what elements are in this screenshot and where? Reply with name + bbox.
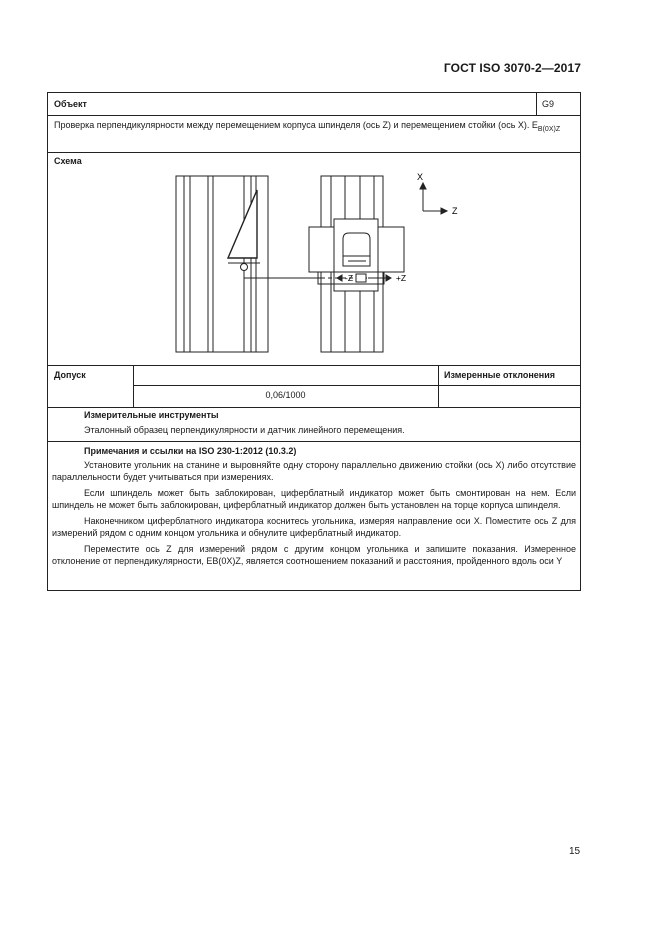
page-number: 15 — [569, 846, 581, 857]
divider — [48, 115, 580, 116]
object-symbol — [531, 120, 561, 133]
object-description — [54, 119, 574, 136]
notes-paragraph: Переместите ось Z для измерений рядом с другим концом угольника и запишите показания. Измеренное отклонение от перпендикулярности, EB(0X)Z, является соотношением показаний и расстояния, пройденного вдоль оси Y — [52, 544, 576, 566]
divider — [48, 441, 580, 442]
divider — [133, 385, 580, 386]
measured-divider — [438, 365, 439, 407]
notes-paragraph: Наконечником циферблатного индикатора коснитесь угольника, измеряя направление оси X. Поместите ось Z для измерений рядом с одним концом угольника и обнулите циферблатный индикатор. — [52, 516, 576, 538]
symbol-main: E — [531, 120, 538, 130]
object-label: Объект — [54, 99, 87, 109]
notes-label: Примечания и ссылки на ISO 230-1:2012 (10.3.2) — [84, 446, 297, 456]
object-code: G9 — [542, 99, 555, 109]
test-sheet-table — [47, 92, 581, 591]
instruments-text: Эталонный образец перпендикулярности и датчик линейного перемещения. — [84, 425, 405, 435]
minus-z-label: -Z — [344, 273, 354, 283]
scheme-label: Схема — [54, 156, 82, 166]
divider — [48, 365, 580, 366]
symbol-sub: B(0X)Z — [537, 125, 561, 133]
notes-body — [52, 459, 576, 571]
measured-deviations-label: Измеренные отклонения — [444, 370, 556, 380]
axis-z-label: Z — [452, 206, 458, 216]
tolerance-label: Допуск — [54, 370, 86, 380]
plus-z-label: +Z — [395, 273, 407, 283]
tolerance-value: 0,06/1000 — [265, 390, 306, 400]
divider — [48, 407, 580, 408]
notes-paragraph: Установите угольник на станине и выровняйте одну сторону параллельно движению стойки (ось X) либо отсутствие параллельности будет учитываться при измерениях. — [52, 460, 576, 482]
code-divider — [536, 93, 537, 115]
axis-x-label: X — [416, 172, 424, 182]
notes-paragraph: Если шпиндель может быть заблокирован, циферблатный индикатор может быть смонтирован на нем. Если шпиндель не может быть заблокирован, циферблатный индикатор должен быть установлен на торце корпуса шпинделя. — [52, 488, 576, 510]
instruments-label: Измерительные инструменты — [84, 410, 219, 420]
dial-indicator — [241, 264, 248, 271]
scheme-diagram — [48, 153, 580, 365]
object-description-text: Проверка перпендикулярности между перемещением корпуса шпинделя (ось Z) и перемещением стойки (ось X). — [54, 120, 530, 130]
document-code: ГОСТ ISO 3070-2—2017 — [443, 61, 581, 75]
